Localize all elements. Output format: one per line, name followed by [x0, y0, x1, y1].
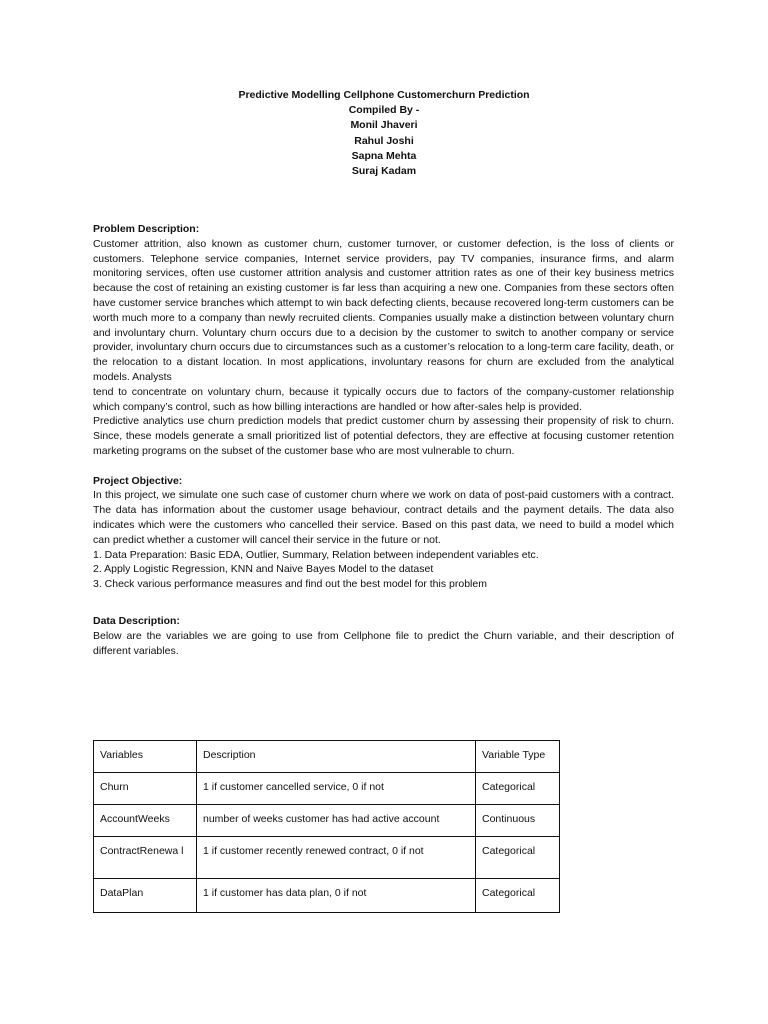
data-description-heading: Data Description: [93, 614, 180, 627]
variables-table [93, 740, 560, 913]
table-cell: AccountWeeks [94, 805, 197, 837]
table-row [94, 773, 560, 805]
document-header [0, 88, 768, 179]
author-name: Sapna Mehta [351, 149, 417, 162]
table-cell: Continuous [476, 805, 560, 837]
section-spacer [93, 459, 674, 474]
author-name: Suraj Kadam [351, 165, 417, 178]
table-cell: number of weeks customer has had active account [197, 805, 476, 837]
table-row [94, 837, 560, 879]
document-body [93, 222, 674, 658]
table-header-cell: Description [197, 741, 476, 773]
table-cell: 1 if customer cancelled service, 0 if not [197, 773, 476, 805]
table-cell: Categorical [476, 837, 560, 879]
table-cell: 1 if customer recently renewed contract, 0 if not [197, 837, 476, 879]
section-spacer [93, 592, 674, 614]
table-row [94, 879, 560, 913]
table-header-row [94, 741, 560, 773]
document-title: Predictive Modelling Cellphone Customerchurn Prediction [238, 89, 530, 101]
table-cell: DataPlan [94, 879, 197, 913]
problem-paragraph: Customer attrition, also known as customer churn, customer turnover, or customer defection, is the loss of clients or customers. Telephone service companies, Internet service providers, pay TV companies, insurance firms, and alarm monitoring services, often use customer attrition analysis and customer attrition rates as one of their key business metrics because the cost of retaining an existing customer is far less than acquiring a new one. Companies from these sectors often have customer service branches which attempt to win back defecting clients, because recovered long-term customers can be worth much more to a company than newly recruited clients. Companies usually make a distinction between voluntary churn and involuntary churn. Voluntary churn occurs due to a decision by the customer to switch to another company or service provider, involuntary churn occurs due to circumstances such as a customer’s relocation to a long-term care facility, death, or the relocation to a distant location. In most applications, involuntary reasons for churn are excluded from the analytical models. Analysts [93, 237, 674, 383]
problem-paragraph: tend to concentrate on voluntary churn, because it typically occurs due to factors of the company-customer relationship which company’s control, such as how billing interactions are handled or how after-sales help is provided. [93, 385, 674, 413]
objective-heading: Project Objective: [93, 474, 183, 487]
author-name: Rahul Joshi [354, 134, 414, 147]
problem-paragraph: Predictive analytics use churn prediction models that predict customer churn by assessing their propensity of risk to churn. Since, these models generate a small prioritized list of potential defectors, they are effective at focusing customer retention marketing programs on the subset of the customer base who are most vulnerable to churn. [93, 415, 674, 457]
table-cell: 1 if customer has data plan, 0 if not [197, 879, 476, 913]
table-header-cell: Variable Type [476, 741, 560, 773]
compiled-by-label: Compiled By - [348, 104, 420, 117]
data-description-paragraph: Below are the variables we are going to use from Cellphone file to predict the Churn variable, and their description of different variables. [93, 629, 674, 657]
table-row [94, 805, 560, 837]
objective-step: 2. Apply Logistic Regression, KNN and Naive Bayes Model to the dataset [93, 563, 434, 576]
problem-heading: Problem Description: [93, 223, 200, 235]
objective-paragraph: In this project, we simulate one such case of customer churn where we work on data of post-paid customers with a contract. The data has information about the customer usage behaviour, contract details and the payment details. The data also indicates which were the customers who cancelled their service. Based on this past data, we need to build a model which can predict whether a customer will cancel their service in the future or not. [93, 489, 674, 546]
table-cell: Categorical [476, 773, 560, 805]
table-cell: Categorical [476, 879, 560, 913]
table-cell: ContractRenewa l [94, 837, 197, 879]
objective-step: 3. Check various performance measures and find out the best model for this problem [93, 578, 487, 591]
table-header-cell: Variables [94, 741, 197, 773]
author-name: Monil Jhaveri [350, 119, 418, 132]
objective-step: 1. Data Preparation: Basic EDA, Outlier, Summary, Relation between independent variables etc. [93, 548, 539, 561]
table-cell: Churn [94, 773, 197, 805]
